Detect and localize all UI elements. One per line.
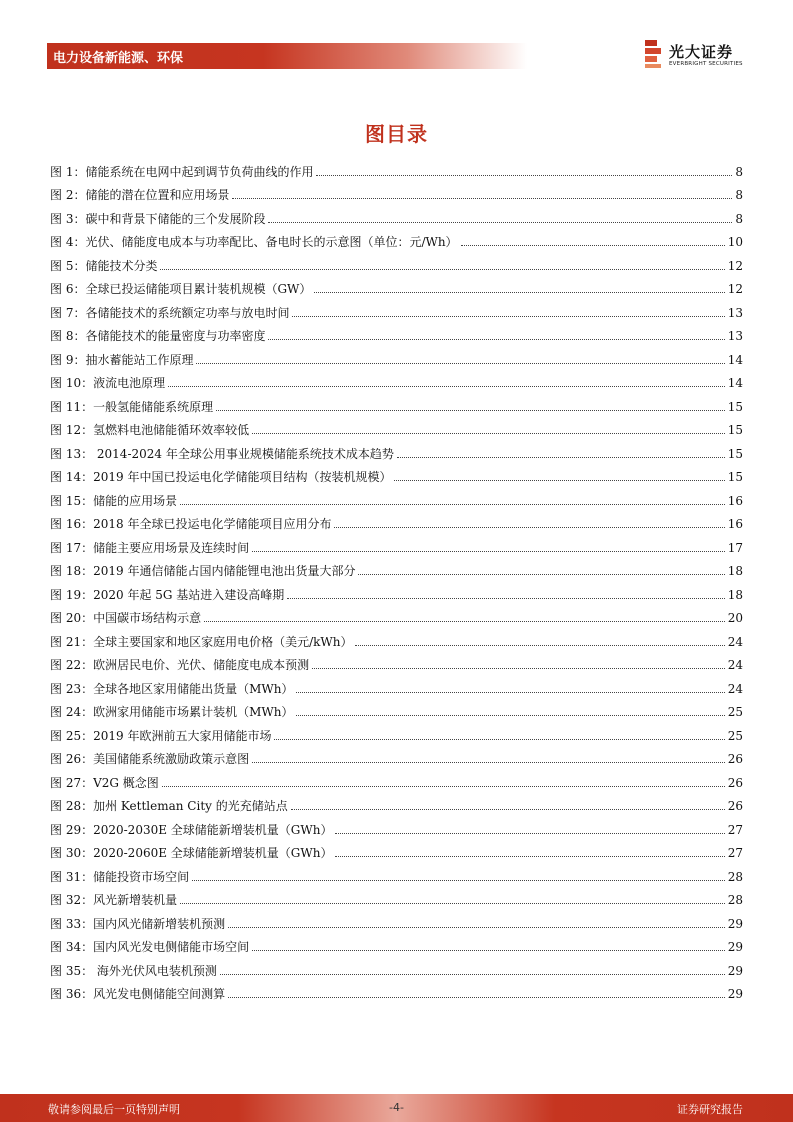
toc-entry[interactable] (50, 531, 743, 555)
header-band (47, 43, 527, 69)
toc-entry-page[interactable]: 8 (735, 211, 743, 226)
toc-entry-label[interactable]: 图 32：风光新增装机量 (50, 893, 178, 907)
toc-entry-label[interactable]: 图 23：全球各地区家用储能出货量（MWh） (50, 681, 294, 696)
toc-dot-leader (334, 527, 724, 528)
toc-dot-leader (204, 621, 725, 622)
toc-entry-label[interactable]: 图 29：2020-2030E 全球储能新增装机量（GWh） (50, 822, 333, 837)
toc-entry[interactable] (50, 931, 743, 955)
toc-entry-page[interactable]: 16 (727, 517, 743, 531)
toc-entry-label[interactable]: 图 8：各储能技术的能量密度与功率密度 (50, 329, 266, 343)
toc-dot-leader (228, 997, 725, 998)
toc-dot-leader (216, 410, 725, 411)
toc-dot-leader (232, 198, 732, 199)
toc-entry[interactable] (50, 743, 743, 767)
toc-entry-page[interactable]: 27 (727, 846, 743, 860)
toc-entry-label[interactable]: 图 21：全球主要国家和地区家庭用电价格（美元/kWh） (50, 634, 353, 649)
toc-entry-label[interactable]: 图 14：2019 年中国已投运电化学储能项目结构（按装机规模） (50, 470, 392, 484)
logo-text-en: EVERBRIGHT SECURITIES (669, 61, 743, 67)
toc-entry[interactable] (50, 320, 743, 344)
toc-entry-page[interactable]: 10 (727, 235, 743, 249)
toc-entry-label[interactable]: 图 5：储能技术分类 (50, 258, 158, 273)
toc-entry[interactable] (50, 790, 743, 814)
toc-dot-leader (252, 433, 725, 434)
toc-dot-leader (160, 269, 724, 270)
toc-dot-leader (358, 574, 724, 575)
toc-entry[interactable] (50, 226, 743, 250)
toc-entry-label[interactable]: 图 19：2020 年起 5G 基站进入建设高峰期 (50, 587, 285, 602)
toc-entry-page[interactable]: 24 (727, 658, 743, 672)
toc-dot-leader (335, 833, 724, 834)
toc-dot-leader (355, 645, 724, 646)
toc-dot-leader (292, 316, 724, 317)
toc-dot-leader (168, 386, 725, 387)
toc-entry-label[interactable]: 图 12：氢燃料电池储能循环效率较低 (50, 423, 250, 437)
toc-entry[interactable] (50, 696, 743, 720)
toc-dot-leader (397, 457, 725, 458)
toc-entry-page[interactable]: 26 (727, 775, 743, 790)
toc-entry[interactable] (50, 555, 743, 579)
toc-entry[interactable] (50, 155, 743, 179)
toc-entry[interactable] (50, 884, 743, 908)
toc-entry-label[interactable]: 图 1：储能系统在电网中起到调节负荷曲线的作用 (50, 164, 314, 179)
toc-entry-page[interactable]: 25 (727, 705, 743, 719)
toc-entry[interactable] (50, 649, 743, 673)
toc-dot-leader (268, 339, 724, 340)
toc-dot-leader (180, 504, 725, 505)
toc-dot-leader (252, 950, 725, 951)
toc-entry[interactable] (50, 978, 743, 1002)
toc-entry-label[interactable]: 图 35： 海外光伏风电装机预测 (50, 963, 217, 978)
toc-entry-label[interactable]: 图 33：国内风光储新增装机预测 (50, 916, 226, 931)
toc-entry-label[interactable]: 图 31：储能投资市场空间 (50, 869, 190, 884)
toc-dot-leader (312, 668, 725, 669)
toc-entry[interactable] (50, 343, 743, 367)
toc-entry[interactable] (50, 179, 743, 203)
toc-entry-page[interactable]: 28 (727, 869, 743, 884)
toc-entry[interactable] (50, 273, 743, 297)
brand-logo-icon (643, 39, 663, 69)
toc-entry[interactable] (50, 860, 743, 884)
toc-entry-label[interactable]: 图 9：抽水蓄能站工作原理 (50, 352, 194, 367)
toc-entry-label[interactable]: 图 2：储能的潜在位置和应用场景 (50, 188, 230, 202)
toc-entry[interactable] (50, 837, 743, 861)
toc-entry[interactable] (50, 437, 743, 461)
toc-entry[interactable] (50, 907, 743, 931)
toc-entry[interactable] (50, 249, 743, 273)
toc-entry[interactable] (50, 813, 743, 837)
footer-band (0, 1094, 793, 1122)
toc-dot-leader (192, 880, 725, 881)
toc-entry-page[interactable]: 24 (727, 681, 743, 696)
toc-dot-leader (252, 551, 725, 552)
toc-entry-label[interactable]: 图 20：中国碳市场结构示意 (50, 611, 202, 625)
toc-entry-page[interactable]: 26 (727, 752, 743, 766)
toc-entry[interactable] (50, 954, 743, 978)
toc-dot-leader (296, 692, 724, 693)
toc-dot-leader (220, 974, 725, 975)
toc-entry[interactable] (50, 484, 743, 508)
toc-entry-page[interactable]: 12 (727, 258, 743, 273)
toc-dot-leader (394, 480, 724, 481)
toc-entry-page[interactable]: 13 (727, 329, 743, 343)
toc-entry-page[interactable]: 15 (727, 423, 743, 437)
toc-entry-label[interactable]: 图 27：V2G 概念图 (50, 775, 159, 790)
toc-dot-leader (287, 598, 724, 599)
toc-entry[interactable] (50, 578, 743, 602)
footer-disclaimer: 敬请参阅最后一页特别声明 (48, 1103, 180, 1116)
toc-entry[interactable] (50, 296, 743, 320)
toc-entry-label[interactable]: 图 26：美国储能系统激励政策示意图 (50, 752, 250, 766)
toc-entry[interactable] (50, 625, 743, 649)
toc-entry-page[interactable]: 16 (727, 493, 743, 508)
toc-entry-page[interactable]: 29 (727, 987, 743, 1001)
toc-entry-page[interactable]: 26 (727, 799, 743, 813)
toc-entry-label[interactable]: 图 24：欧洲家用储能市场累计装机（MWh） (50, 705, 294, 719)
toc-entry[interactable] (50, 766, 743, 790)
toc-dot-leader (296, 715, 724, 716)
toc-entry-label[interactable]: 图 34：国内风光发电侧储能市场空间 (50, 940, 250, 954)
toc-entry[interactable] (50, 202, 743, 226)
toc-entry-page[interactable]: 24 (727, 634, 743, 649)
toc-entry-page[interactable]: 13 (727, 305, 743, 320)
toc-entry[interactable] (50, 414, 743, 438)
toc-dot-leader (314, 292, 724, 293)
toc-dot-leader (316, 175, 732, 176)
toc-dot-leader (291, 809, 725, 810)
toc-entry-label[interactable]: 图 3：碳中和背景下储能的三个发展阶段 (50, 211, 266, 226)
toc-entry-page[interactable]: 27 (727, 822, 743, 837)
toc-entry-page[interactable]: 18 (727, 587, 743, 602)
toc-entry-page[interactable]: 12 (727, 282, 743, 296)
toc-entry-label[interactable]: 图 36：风光发电侧储能空间测算 (50, 987, 226, 1001)
toc-entry[interactable] (50, 508, 743, 532)
toc-dot-leader (335, 856, 724, 857)
toc-entry-page[interactable]: 15 (727, 446, 743, 461)
toc-entry[interactable] (50, 367, 743, 391)
toc-dot-leader (252, 762, 725, 763)
toc-entry-label[interactable]: 图 15：储能的应用场景 (50, 493, 178, 508)
toc-dot-leader (274, 739, 724, 740)
toc-entry-page[interactable]: 14 (727, 376, 743, 390)
toc-entry[interactable] (50, 390, 743, 414)
toc-entry-label[interactable]: 图 30：2020-2060E 全球储能新增装机量（GWh） (50, 846, 333, 860)
toc-dot-leader (228, 927, 725, 928)
toc-dot-leader (268, 222, 732, 223)
footer-doc-type: 证券研究报告 (677, 1103, 743, 1116)
toc-entry[interactable] (50, 672, 743, 696)
toc-entry-label[interactable]: 图 4：光伏、储能度电成本与功率配比、备电时长的示意图（单位：元/Wh） (50, 235, 458, 249)
toc-entry-page[interactable]: 29 (727, 963, 743, 978)
toc-entry-label[interactable]: 图 22：欧洲居民电价、光伏、储能度电成本预测 (50, 658, 310, 672)
toc-entry-page[interactable]: 17 (727, 540, 743, 555)
logo-text-cn: 光大证券 (669, 43, 734, 61)
toc-entry-label[interactable]: 图 11：一般氢能储能系统原理 (50, 399, 214, 414)
toc-dot-leader (196, 363, 724, 364)
section-label: 电力设备新能源、环保 (53, 51, 184, 66)
toc-entry-page[interactable]: 20 (727, 611, 743, 625)
toc-entry-page[interactable]: 18 (727, 564, 743, 578)
toc-entry-page[interactable]: 8 (735, 164, 743, 179)
figure-list (50, 155, 743, 1001)
toc-entry-page[interactable]: 15 (727, 399, 743, 414)
brand-logo (643, 39, 753, 73)
toc-entry-page[interactable]: 8 (735, 188, 743, 202)
toc-entry-page[interactable]: 29 (727, 940, 743, 954)
toc-entry-label[interactable]: 图 7：各储能技术的系统额定功率与放电时间 (50, 305, 290, 320)
toc-entry-page[interactable]: 25 (727, 728, 743, 743)
toc-entry-label[interactable]: 图 6：全球已投运储能项目累计装机规模（GW） (50, 282, 312, 296)
toc-entry[interactable] (50, 602, 743, 626)
toc-dot-leader (461, 245, 725, 246)
toc-entry-label[interactable]: 图 25：2019 年欧洲前五大家用储能市场 (50, 728, 272, 743)
toc-entry-label[interactable]: 图 10：液流电池原理 (50, 376, 166, 390)
footer-page-number: -4- (389, 1101, 404, 1114)
page-title: 图目录 (365, 122, 428, 146)
toc-entry-label[interactable]: 图 28：加州 Kettleman City 的光充储站点 (50, 799, 288, 813)
toc-entry-page[interactable]: 28 (727, 893, 743, 907)
toc-entry-page[interactable]: 15 (727, 470, 743, 484)
toc-entry-page[interactable]: 14 (727, 352, 743, 367)
toc-entry-label[interactable]: 图 17：储能主要应用场景及连续时间 (50, 540, 250, 555)
toc-entry[interactable] (50, 719, 743, 743)
toc-entry-label[interactable]: 图 18：2019 年通信储能占国内储能锂电池出货量大部分 (50, 564, 356, 578)
toc-entry-label[interactable]: 图 16：2018 年全球已投运电化学储能项目应用分布 (50, 517, 332, 531)
toc-entry[interactable] (50, 461, 743, 485)
toc-dot-leader (180, 903, 725, 904)
toc-entry-label[interactable]: 图 13： 2014-2024 年全球公用事业规模储能系统技术成本趋势 (50, 446, 394, 461)
toc-entry-page[interactable]: 29 (727, 916, 743, 931)
toc-dot-leader (162, 786, 725, 787)
